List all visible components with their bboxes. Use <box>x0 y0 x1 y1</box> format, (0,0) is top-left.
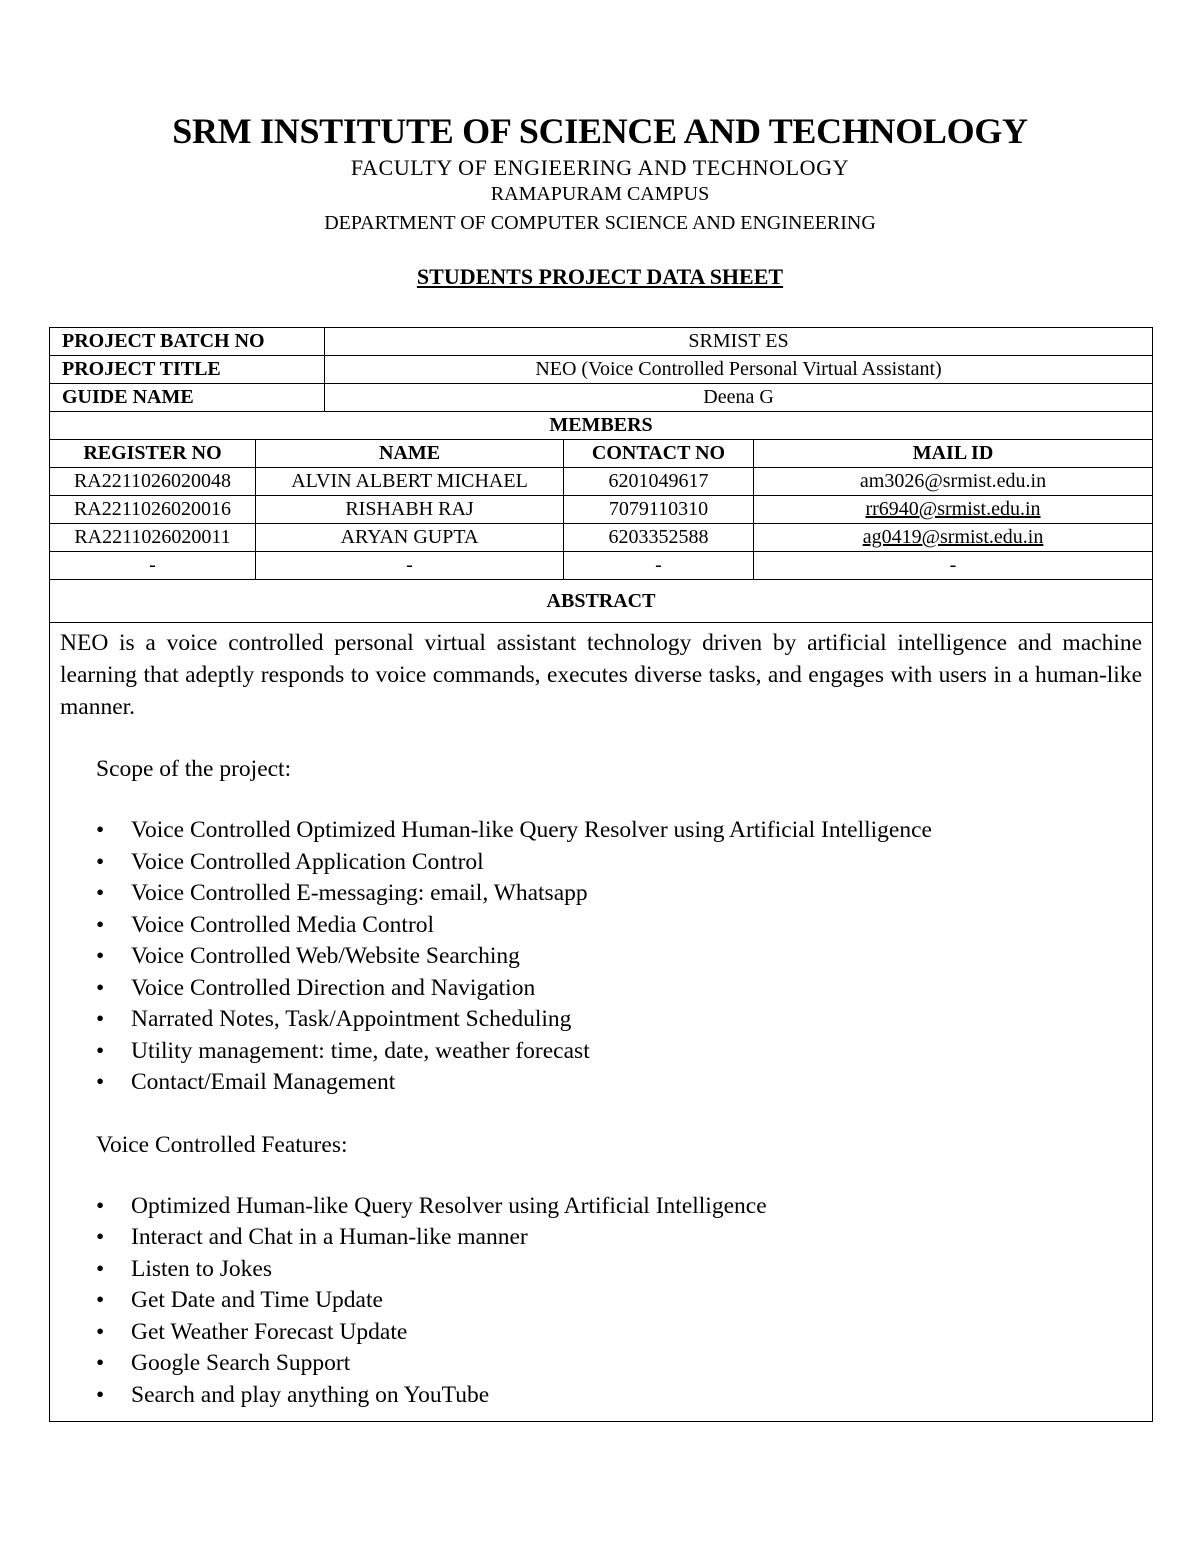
abstract-body-row <box>50 623 1153 1422</box>
members-heading-row <box>50 412 1153 440</box>
guide-label: GUIDE NAME <box>50 384 325 412</box>
bullet-icon: • <box>96 817 105 843</box>
bullet-icon: • <box>96 1006 105 1032</box>
list-item: • Narrated Notes, Task/Appointment Scheduling <box>96 1004 1142 1036</box>
list-item: • Voice Controlled E-messaging: email, Whatsapp <box>96 878 1142 910</box>
project-title-label: PROJECT TITLE <box>50 356 325 384</box>
list-item: • Utility management: time, date, weather forecast <box>96 1036 1142 1068</box>
contact-no-cell: 6201049617 <box>564 468 754 496</box>
scope-list <box>60 815 1142 1099</box>
abstract-text: NEO is a voice controlled personal virtual assistant technology driven by artificial intelligence and machine learning that adeptly responds to voice commands, executes diverse tasks, and engages with users in a human-like manner. <box>60 630 1143 720</box>
column-header-register-no: REGISTER NO <box>50 440 256 468</box>
mail-id-cell[interactable]: am3026@srmist.edu.in <box>754 468 1153 496</box>
column-header-mail-id: MAIL ID <box>754 440 1153 468</box>
bullet-icon: • <box>96 1224 105 1250</box>
bullet-icon: • <box>96 1287 105 1313</box>
guide-value: Deena G <box>325 384 1153 412</box>
features-heading: Voice Controlled Features: <box>96 1131 348 1158</box>
table-row <box>50 552 1153 580</box>
mail-id-cell: - <box>754 552 1153 580</box>
contact-no-cell: - <box>564 552 754 580</box>
list-item: • Interact and Chat in a Human-like manner <box>96 1222 1142 1254</box>
register-no-cell: RA2211026020048 <box>50 468 256 496</box>
mail-id-link[interactable]: rr6940@srmist.edu.in <box>754 496 1153 524</box>
table-row <box>50 468 1153 496</box>
department-name: DEPARTMENT OF COMPUTER SCIENCE AND ENGINEERING <box>324 212 876 234</box>
list-item: • Listen to Jokes <box>96 1254 1142 1286</box>
bullet-icon: • <box>96 911 105 938</box>
contact-no-cell: 7079110310 <box>564 496 754 524</box>
table-row <box>50 496 1153 524</box>
register-no-cell: RA2211026020016 <box>50 496 256 524</box>
bullet-icon: • <box>96 1381 105 1408</box>
abstract-body <box>50 623 1153 1422</box>
name-cell: ALVIN ALBERT MICHAEL <box>256 468 564 496</box>
bullet-icon: • <box>96 1037 105 1064</box>
table-row <box>50 524 1153 552</box>
mail-id-link[interactable]: ag0419@srmist.edu.in <box>754 524 1153 552</box>
contact-no-cell: 6203352588 <box>564 524 754 552</box>
bullet-icon: • <box>96 1318 105 1345</box>
institute-name: SRM INSTITUTE OF SCIENCE AND TECHNOLOGY <box>172 111 1028 151</box>
list-item: • Voice Controlled Web/Website Searching <box>96 941 1142 973</box>
list-item: • Optimized Human-like Query Resolver using Artificial Intelligence <box>96 1191 1142 1223</box>
project-title-value: NEO (Voice Controlled Personal Virtual Assistant) <box>325 356 1153 384</box>
list-item: • Get Date and Time Update <box>96 1285 1142 1317</box>
column-header-name: NAME <box>256 440 564 468</box>
project-data-table <box>49 327 1153 1422</box>
campus-name: RAMAPURAM CAMPUS <box>490 183 710 205</box>
bullet-icon: • <box>96 974 105 1001</box>
bullet-icon: • <box>96 943 105 969</box>
title-row <box>50 356 1153 384</box>
list-item: • Voice Controlled Media Control <box>96 910 1142 942</box>
abstract-heading-row <box>50 580 1153 623</box>
batch-label: PROJECT BATCH NO <box>50 328 325 356</box>
list-item: • Voice Controlled Direction and Navigation <box>96 973 1142 1005</box>
document-header <box>0 108 1200 292</box>
bullet-icon: • <box>96 1192 105 1219</box>
list-item: • Search and play anything on YouTube <box>96 1380 1142 1412</box>
list-item: • Get Weather Forecast Update <box>96 1317 1142 1349</box>
batch-row <box>50 328 1153 356</box>
register-no-cell: RA2211026020011 <box>50 524 256 552</box>
faculty-name: FACULTY OF ENGIEERING AND TECHNOLOGY <box>350 155 850 180</box>
name-cell: RISHABH RAJ <box>256 496 564 524</box>
list-item: • Google Search Support <box>96 1348 1142 1380</box>
list-item: • Contact/Email Management <box>96 1067 1142 1099</box>
bullet-icon: • <box>96 1350 105 1376</box>
bullet-icon: • <box>96 848 105 875</box>
bullet-icon: • <box>96 1069 105 1095</box>
list-item: • Voice Controlled Application Control <box>96 847 1142 879</box>
abstract-heading: ABSTRACT <box>50 580 1153 623</box>
features-list <box>60 1191 1142 1412</box>
members-heading: MEMBERS <box>50 412 1153 440</box>
name-cell: - <box>256 552 564 580</box>
members-header-row <box>50 440 1153 468</box>
name-cell: ARYAN GUPTA <box>256 524 564 552</box>
bullet-icon: • <box>96 1255 105 1282</box>
guide-row <box>50 384 1153 412</box>
column-header-contact-no: CONTACT NO <box>564 440 754 468</box>
register-no-cell: - <box>50 552 256 580</box>
bullet-icon: • <box>96 880 105 906</box>
sheet-title: STUDENTS PROJECT DATA SHEET <box>416 264 784 289</box>
batch-value: SRMIST ES <box>325 328 1153 356</box>
scope-heading: Scope of the project: <box>96 756 292 782</box>
list-item: • Voice Controlled Optimized Human-like Query Resolver using Artificial Intelligence <box>96 815 1142 847</box>
